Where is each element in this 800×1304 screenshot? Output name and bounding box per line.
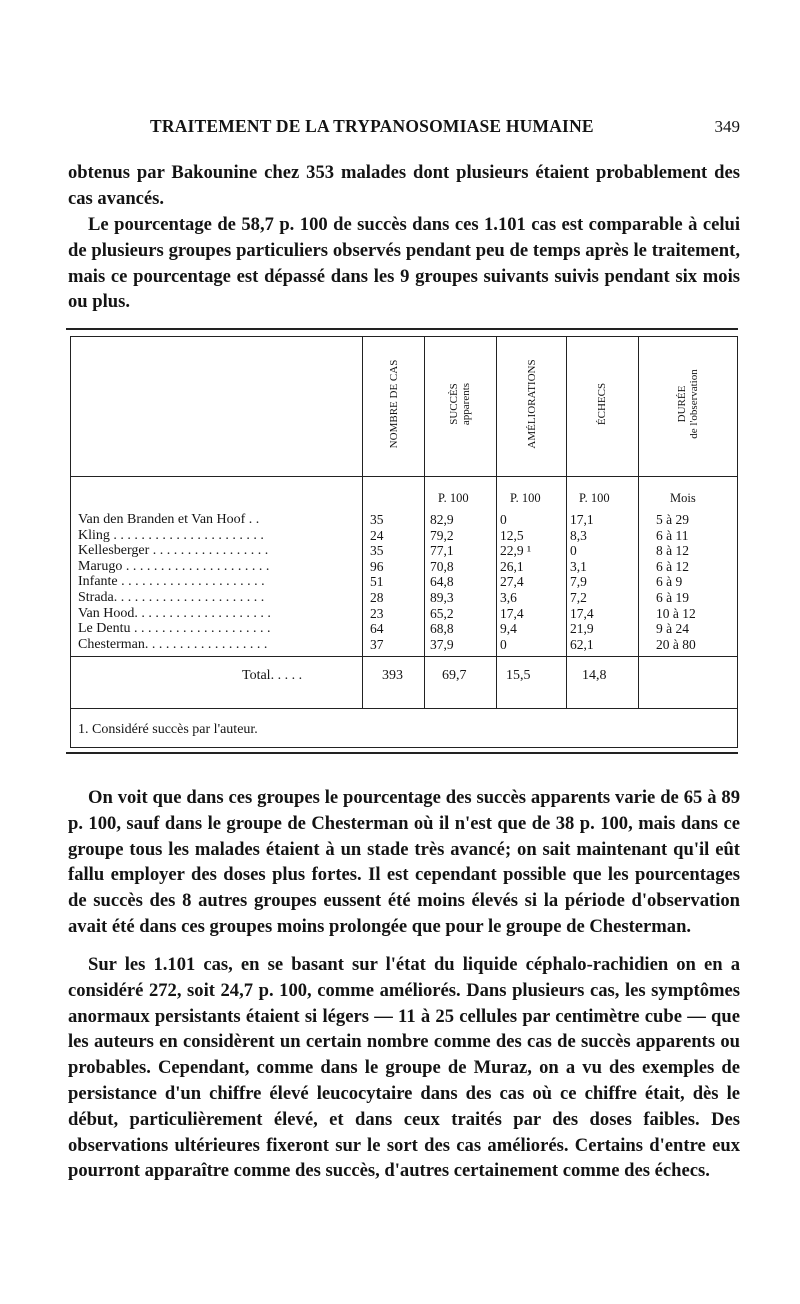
cell-ameliorations: 9,4 <box>500 621 517 637</box>
row-name: Kellesberger . . . . . . . . . . . . . . . . . <box>78 543 269 559</box>
table-row <box>78 621 738 637</box>
cell-cas: 23 <box>370 605 384 621</box>
total-ameliorations: 15,5 <box>506 668 531 683</box>
row-name: Kling . . . . . . . . . . . . . . . . . . . . . . <box>78 527 264 543</box>
cell-duree: 5 à 29 <box>656 512 689 527</box>
paragraph-3: On voit que dans ces groupes le pourcentage des succès apparents varie de 65 à 89 p. 100, sauf dans le groupe de Chesterman où il n'est que de 38 p. 100, mais dans ce groupe tous les malades étaient à un stade très avancé; on sait maintenant qu'il eût fallu employer des doses plus fortes. Il est cependant possible que les pourcentages de succès des 8 autres groupes eussent été moins élevés si la période d'observation avait été dans ces groupes moins prolongée que pour le groupe de Chesterman. <box>68 787 740 937</box>
row-name: Van den Branden et Van Hoof . . <box>78 512 260 527</box>
unit-ameliorations: P. 100 <box>510 491 541 505</box>
col-head-duree-line1: DURÉE <box>676 385 688 423</box>
cell-succes: 79,2 <box>430 527 454 543</box>
cell-ameliorations: 17,4 <box>500 605 524 621</box>
col-head-duree-line2: de l'observation <box>688 369 700 439</box>
table-row <box>78 637 738 653</box>
table-row <box>78 512 738 528</box>
cell-echecs: 7,9 <box>570 574 587 590</box>
table-row <box>78 590 738 606</box>
col-head-succes-line1: SUCCÈS <box>448 383 460 425</box>
running-header <box>68 116 740 144</box>
cell-echecs: 3,1 <box>570 558 587 574</box>
cell-ameliorations: 0 <box>500 512 507 527</box>
header-rule <box>70 476 738 477</box>
cell-duree: 20 à 80 <box>656 636 696 652</box>
cell-duree: 6 à 11 <box>656 527 689 543</box>
col-head-nombre: NOMBRE DE CAS <box>388 359 400 449</box>
row-name: Van Hood. . . . . . . . . . . . . . . . . . . . <box>78 605 271 621</box>
cell-succes: 89,3 <box>430 590 454 605</box>
table-row <box>78 528 738 544</box>
cell-echecs: 8,3 <box>570 527 587 543</box>
paragraph-2: Le pourcentage de 58,7 p. 100 de succès dans ces 1.101 cas est comparable à celui de plusieurs groupes particuliers observés pendant peu de temps après le traitement, mais ce pourcentage est dépassé dans les 9 groupes suivants suivis pendant six mois ou plus. <box>68 214 740 313</box>
cell-succes: 65,2 <box>430 605 454 621</box>
cell-ameliorations: 12,5 <box>500 527 524 543</box>
cell-succes: 37,9 <box>430 636 454 652</box>
cell-succes: 77,1 <box>430 543 454 559</box>
total-cas: 393 <box>382 668 403 683</box>
page-number: 349 <box>714 117 740 136</box>
col-head-echecs: ÉCHECS <box>596 382 608 426</box>
col-head-ameliorations: AMÉLIORATIONS <box>526 359 538 449</box>
table-footnote: 1. Considéré succès par l'auteur. <box>78 722 258 737</box>
table-row <box>78 606 738 622</box>
cell-succes: 70,8 <box>430 558 454 574</box>
col-head-succes-line2: apparents <box>460 382 472 426</box>
row-name: Infante . . . . . . . . . . . . . . . . . . . . . <box>78 574 265 590</box>
paragraph-4: Sur les 1.101 cas, en se basant sur l'état du liquide céphalo-rachidien on en a considéré 272, soit 24,7 p. 100, comme améliorés. Dans plusieurs cas, les symptômes anormaux persistants étaient si légers — 11 à 25 cellules par centimètre cube — que les auteurs en considèrent un certain nombre comme des cas de succès apparents ou probables. Cependant, comme dans le groupe de Muraz, on a vu des exemples de persistance d'un chiffre élevé leucocytaire dans des cas où ce chiffre était, dès le début, particulièrement élevé, et dans ceux traités par des doses faibles. Des observations ultérieures fixeront sur le sort des cas améliorés. Certains d'entre eux pourront apparaître comme des succès, d'autres certainement comme des échecs. <box>68 954 740 1182</box>
cell-duree: 9 à 24 <box>656 621 689 637</box>
cell-duree: 6 à 19 <box>656 590 689 605</box>
cell-duree: 10 à 12 <box>656 605 696 621</box>
cell-cas: 28 <box>370 590 384 605</box>
total-label: Total. . . . . <box>242 668 303 683</box>
cell-ameliorations: 27,4 <box>500 574 524 590</box>
cell-succes: 68,8 <box>430 621 454 637</box>
col-head-succes <box>430 344 490 464</box>
cell-cas: 35 <box>370 512 384 527</box>
row-name: Le Dentu . . . . . . . . . . . . . . . . . . . . <box>78 621 271 637</box>
unit-echecs: P. 100 <box>579 491 610 505</box>
cell-echecs: 62,1 <box>570 636 594 652</box>
table-row <box>78 559 738 575</box>
footnote-rule <box>70 708 738 709</box>
cell-duree: 8 à 12 <box>656 543 689 559</box>
cell-echecs: 21,9 <box>570 621 594 637</box>
cell-cas: 35 <box>370 543 384 559</box>
total-succes: 69,7 <box>442 668 467 683</box>
results-table <box>66 328 738 754</box>
total-rule <box>70 656 738 657</box>
cell-echecs: 7,2 <box>570 590 587 605</box>
running-title: TRAITEMENT DE LA TRYPANOSOMIASE HUMAINE <box>150 116 594 136</box>
cell-cas: 24 <box>370 527 384 543</box>
cell-duree: 6 à 12 <box>656 558 689 574</box>
cell-cas: 37 <box>370 636 384 652</box>
cell-cas: 51 <box>370 574 384 590</box>
table-row <box>78 543 738 559</box>
cell-ameliorations: 0 <box>500 636 507 652</box>
cell-echecs: 17,4 <box>570 605 594 621</box>
paragraph-1: obtenus par Bakounine chez 353 malades dont plusieurs étaient probablement des cas avancés. <box>68 162 740 209</box>
cell-duree: 6 à 9 <box>656 574 683 590</box>
cell-succes: 82,9 <box>430 512 454 527</box>
cell-echecs: 17,1 <box>570 512 594 527</box>
cell-cas: 96 <box>370 558 384 574</box>
unit-succes: P. 100 <box>438 491 469 505</box>
cell-echecs: 0 <box>570 543 577 559</box>
unit-duree: Mois <box>670 491 696 505</box>
cell-cas: 64 <box>370 621 384 637</box>
col-head-duree <box>658 344 718 464</box>
row-name: Marugo . . . . . . . . . . . . . . . . . . . . . <box>78 558 270 574</box>
cell-succes: 64,8 <box>430 574 454 590</box>
row-name: Chesterman. . . . . . . . . . . . . . . . . . <box>78 636 268 652</box>
cell-ameliorations: 3,6 <box>500 590 517 605</box>
total-echecs: 14,8 <box>582 668 607 683</box>
cell-ameliorations: 22,9 ¹ <box>500 543 532 559</box>
row-name: Strada. . . . . . . . . . . . . . . . . . . . . . <box>78 590 265 605</box>
cell-ameliorations: 26,1 <box>500 558 524 574</box>
table-row <box>78 574 738 590</box>
